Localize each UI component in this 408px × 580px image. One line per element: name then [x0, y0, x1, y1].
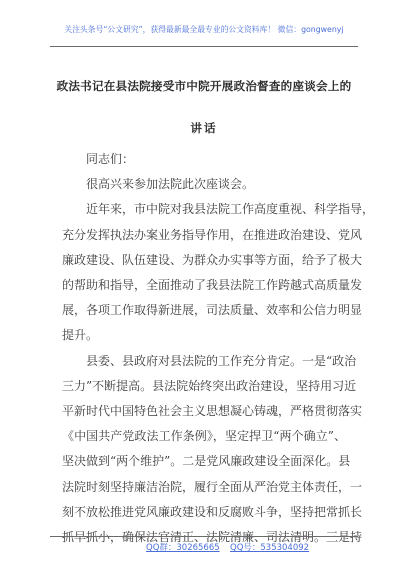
body-line: 刻不放松推进党风廉政建设和反腐败斗争，坚持把常抓长 — [62, 504, 363, 519]
document-title-continued: 讲话 — [190, 121, 218, 135]
body-line: 提升。 — [62, 328, 99, 343]
body-line: 平新时代中国特色社会主义思想凝心铸魂，严格贯彻落实 — [62, 404, 363, 418]
footer-divider — [50, 536, 358, 537]
qq-number-link[interactable]: QQ号：535304092 — [230, 543, 310, 553]
body-line: 抓早抓小，确保法官清正、法院清廉、司法清明。三是持 — [62, 530, 363, 544]
body-line: 县委、县政府对县法院的工作充分肯定。一是“政治 — [86, 353, 357, 368]
document-title: 政法书记在县法院接受市中院开展政治督查的座谈会上的 — [56, 79, 352, 93]
body-line: 很高兴来参加法院此次座谈会。 — [86, 177, 255, 192]
header-divider — [50, 46, 358, 47]
body-line: 《中国共产党政法工作条例》，坚定捍卫“两个确立”、 — [62, 429, 346, 444]
body-line: 同志们： — [86, 152, 135, 166]
body-line: 廉政建设、队伍建设、为群众办实事等方面，给予了极大 — [62, 252, 363, 267]
body-line: 充分发挥执法办案业务指导作用，在推进政治建设、党风 — [62, 227, 363, 242]
body-line: 坚决做到“两个维护”。二是党风廉政建设全面深化。县 — [62, 454, 351, 469]
body-line: 的帮助和指导，全面推动了我县法院工作跨越式高质量发 — [62, 278, 363, 292]
body-line: 三力”不断提高。县法院始终突出政治建设，坚持用习近 — [62, 378, 357, 393]
body-line: 近年来，市中院对我县法院工作高度重视、科学指导， — [86, 202, 375, 217]
header-banner[interactable]: 关注头条号“公文研究”，获得最新最全最专业的公文资料库！ 微信：gongwenyj — [64, 25, 344, 34]
qq-group-link[interactable]: QQ群：30265665 — [146, 543, 220, 553]
body-line: 法院时刻坚持廉洁治院，履行全面从严治党主体责任，一 — [62, 479, 363, 494]
body-line: 展，各项工作取得新进展，司法质量、效率和公信力明显 — [62, 303, 363, 318]
